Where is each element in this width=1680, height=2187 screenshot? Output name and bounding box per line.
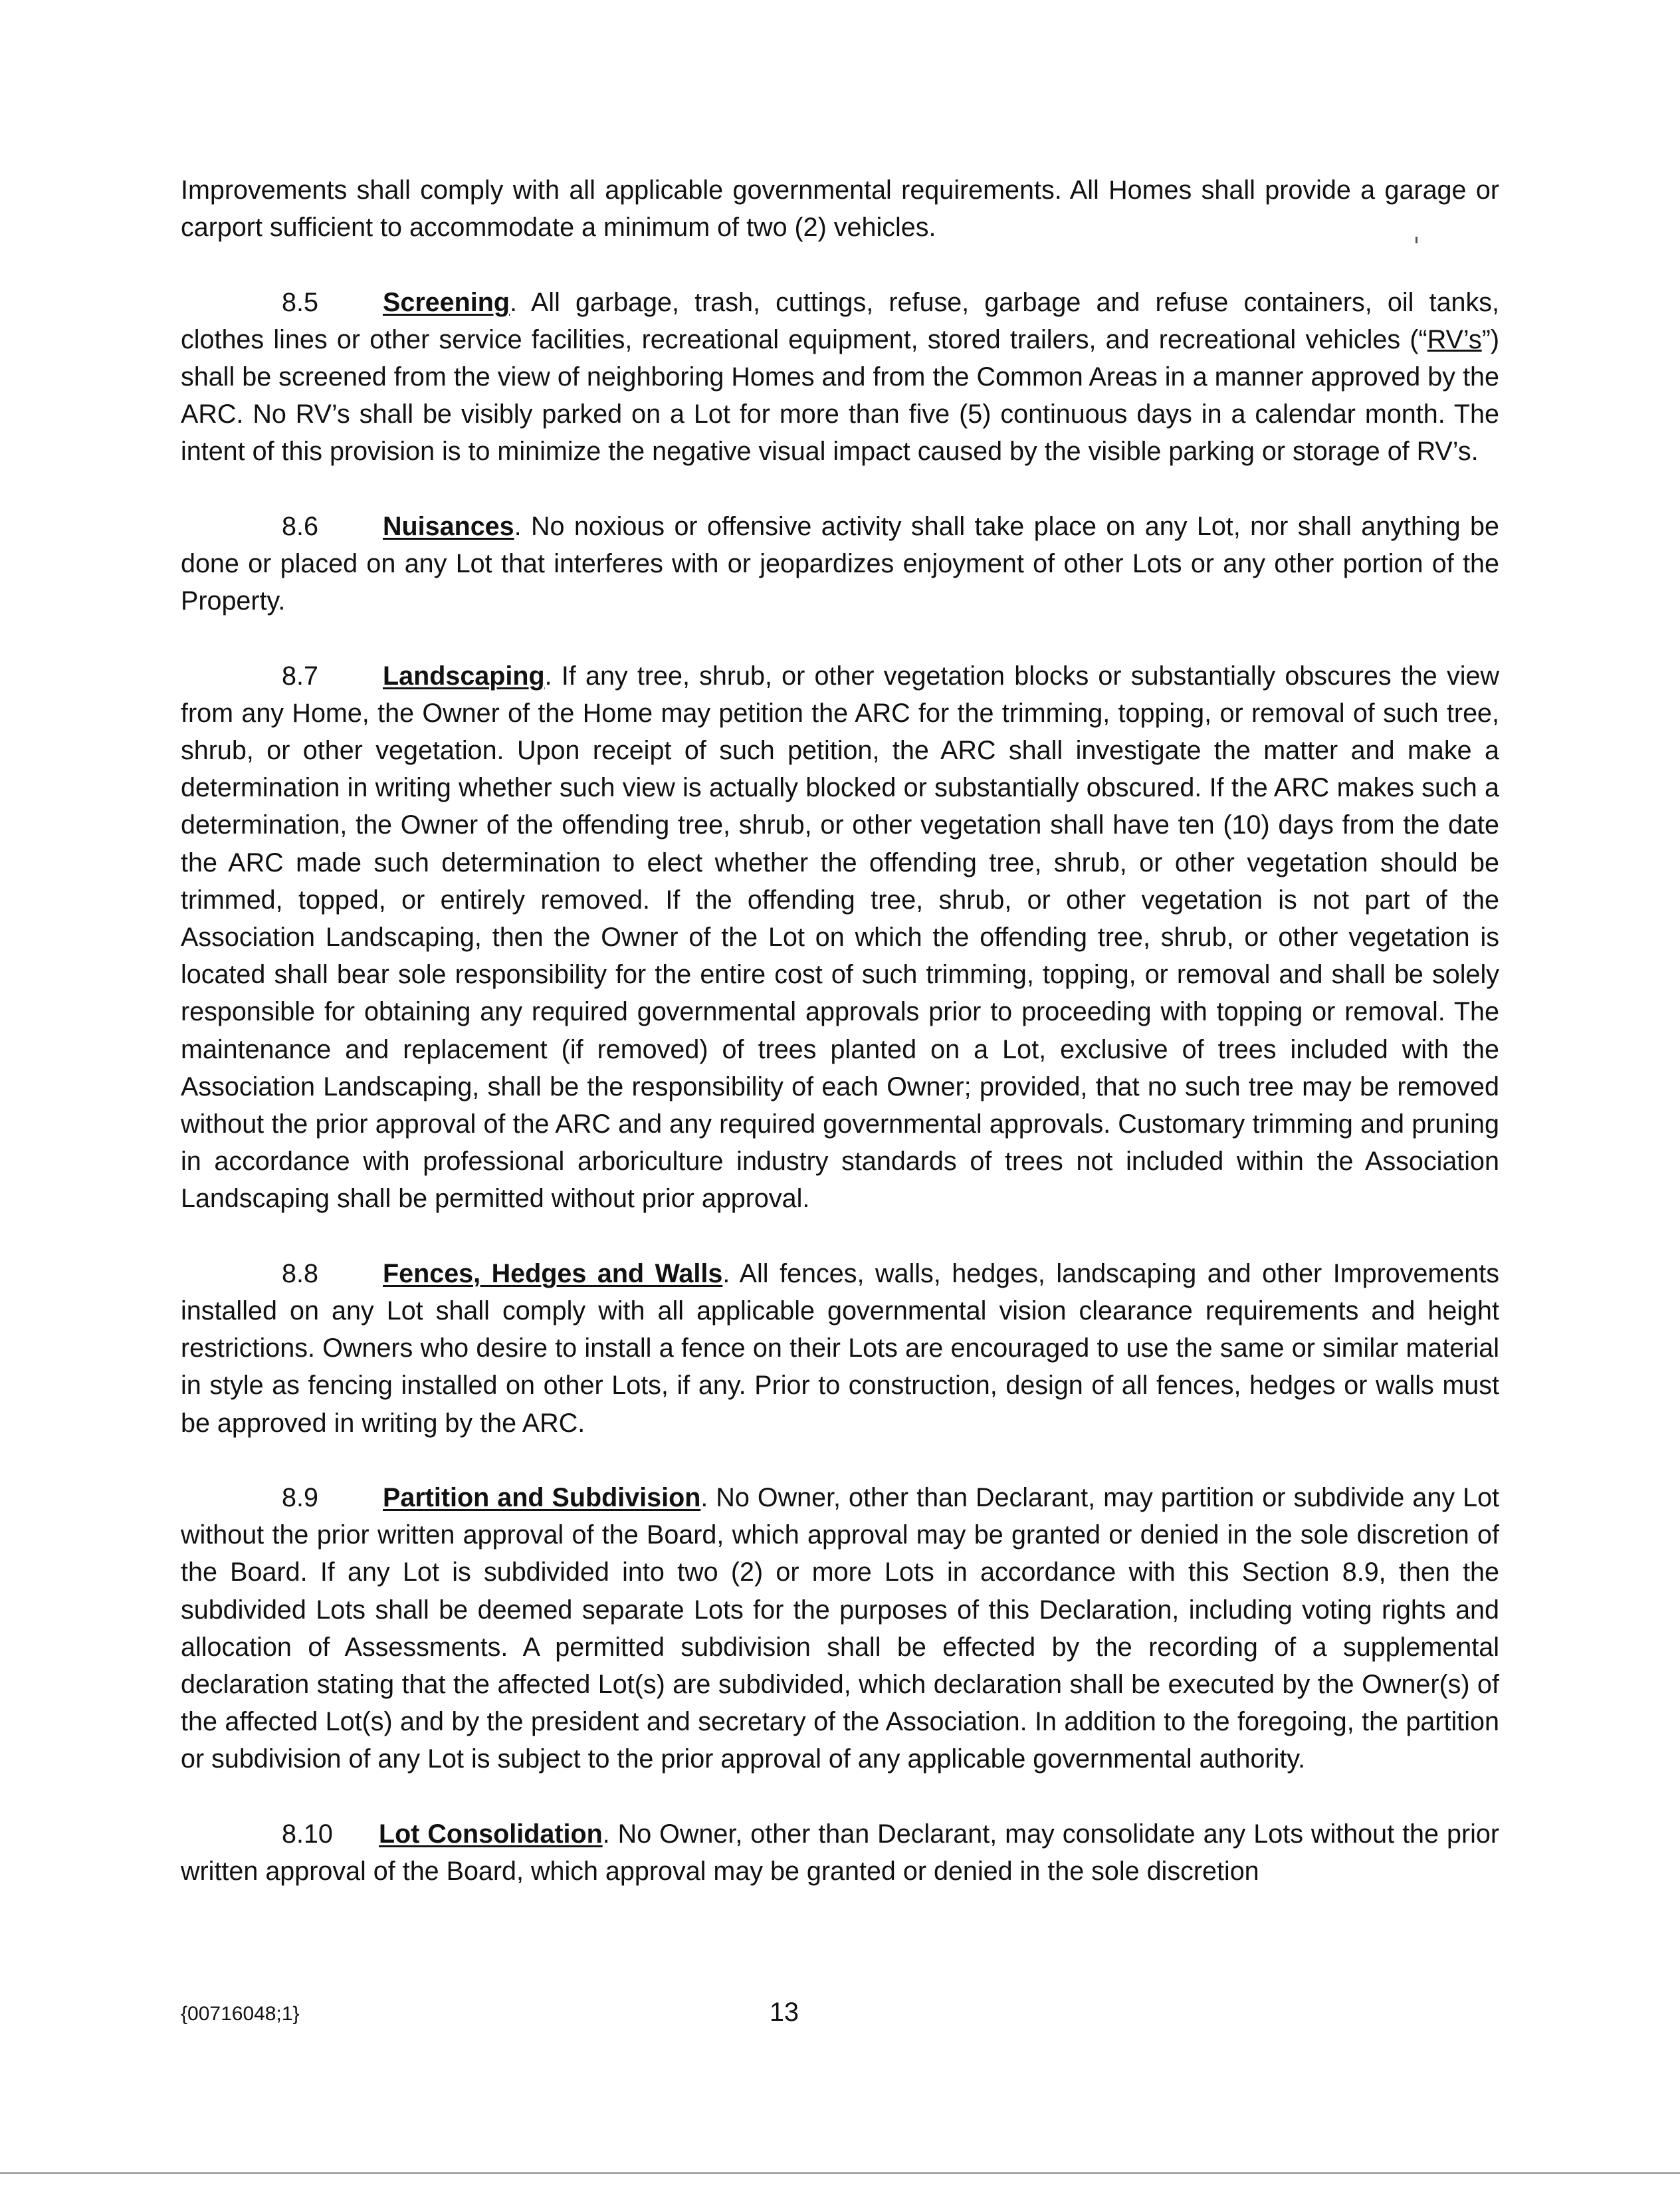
section-number: 8.8 (282, 1258, 318, 1288)
section-8-10 (181, 1815, 1499, 1890)
section-body-continued: ”) shall be screened from the view of neighboring Homes and from the Common Areas in a manner approved by the ARC. No RV’s shall be visibly parked on a Lot for more than five (5) continuous days in a calendar month. The intent of this provision is to minimize the negative visual impact caused by the visible parking or storage of RV’s. (181, 324, 1499, 467)
section-8-8 (181, 1255, 1499, 1442)
section-number: 8.9 (282, 1483, 318, 1513)
section-body: . No Owner, other than Declarant, may partition or subdivide any Lot without the prior written approval of the Board, which approval may be granted or denied in the sole discretion of the Board. If any Lot is subdivided into two (2) or more Lots in accordance with this Section 8.9, then the subdivided Lots shall be deemed separate Lots for the purposes of this Declaration, including voting rights and allocation of Assessments. A permitted subdivision shall be effected by the recording of a supplemental declaration stating that the affected Lot(s) are subdivided, which declaration shall be executed by the Owner(s) of the affected Lot(s) and by the president and secretary of the Association. In addition to the foregoing, the partition or subdivision of any Lot is subject to the prior approval of any applicable governmental authority. (181, 1483, 1500, 1774)
section-number: 8.10 (282, 1819, 333, 1849)
section-body: . No Owner, other than Declarant, may consolidate any Lots without the prior written approval of the Board, which approval may be granted or denied in the sole discretion (181, 1819, 1499, 1887)
section-title: Partition and Subdivision (383, 1483, 701, 1513)
section-title: Screening (383, 287, 510, 317)
section-body: . If any tree, shrub, or other vegetation blocks or substantially obscures the view from any Home, the Owner of the Home may petition the ARC for the trimming, topping, or removal of such tree, shrub, or other vegetation. Upon receipt of such petition, the ARC shall investigate the matter and make a determination in writing whether such view is actually blocked or substantially obscured. If the ARC makes such a determination, the Owner of the offending tree, shrub, or other vegetation shall have ten (10) days from the date the ARC made such determination to elect whether the offending tree, shrub, or other vegetation should be trimmed, topped, or entirely removed. If the offending tree, shrub, or other vegetation is not part of the Association Landscaping, then the Owner of the Lot on which the offending tree, shrub, or other vegetation is located shall bear sole responsibility for the entire cost of such trimming, topping, or removal and shall be solely responsible for obtaining any required governmental approvals prior to proceeding with topping or removal. The maintenance and replacement (if removed) of trees planted on a Lot, exclusive of trees included with the Association Landscaping, shall be the responsibility of each Owner; provided, that no such tree may be removed without the prior approval of the ARC and any required governmental approvals. Customary trimming and pruning in accordance with professional arboriculture industry standards of trees not included within the Association Landscaping shall be permitted without prior approval. (181, 661, 1499, 1214)
document-id-footer: {00716048;1} (181, 2003, 300, 2025)
section-body: . No noxious or offensive activity shall take place on any Lot, nor shall anything be done or placed on any Lot that interferes with or jeopardizes enjoyment of other Lots or any other portion of the Property. (181, 511, 1499, 616)
document-body (181, 172, 1499, 1927)
section-8-6 (181, 508, 1499, 620)
section-8-7 (181, 657, 1499, 1218)
section-number: 8.6 (282, 511, 318, 541)
page-number: 13 (770, 1998, 799, 2027)
section-title: Fences, Hedges and Walls (383, 1258, 723, 1288)
section-body: . All garbage, trash, cuttings, refuse, garbage and refuse containers, oil tanks, clothes lines or other service facilities, recreational equipment, stored trailers, and recreational vehicles (“ (181, 287, 1499, 354)
defined-term-rv: RV’s (1427, 324, 1482, 354)
section-number: 8.5 (282, 287, 318, 317)
section-title: Landscaping (383, 661, 545, 691)
section-8-5 (181, 284, 1499, 471)
section-title: Lot Consolidation (379, 1819, 603, 1849)
intro-paragraph (181, 172, 1499, 246)
intro-text: Improvements shall comply with all applicable governmental requirements. All Homes shall provide a garage or carport sufficient to accommodate a minimum of two (2) vehicles. (181, 175, 1499, 243)
section-body: . All fences, walls, hedges, landscaping and other Improvements installed on any Lot shall comply with all applicable governmental vision clearance requirements and height restrictions. Owners who desire to install a fence on their Lots are encouraged to use the same or similar material in style as fencing installed on other Lots, if any. Prior to construction, design of all fences, hedges or walls must be approved in writing by the ARC. (181, 1258, 1499, 1438)
section-number: 8.7 (282, 661, 318, 691)
section-title: Nuisances (383, 511, 514, 541)
scan-bottom-edge (0, 2172, 1680, 2174)
section-8-9 (181, 1479, 1499, 1778)
